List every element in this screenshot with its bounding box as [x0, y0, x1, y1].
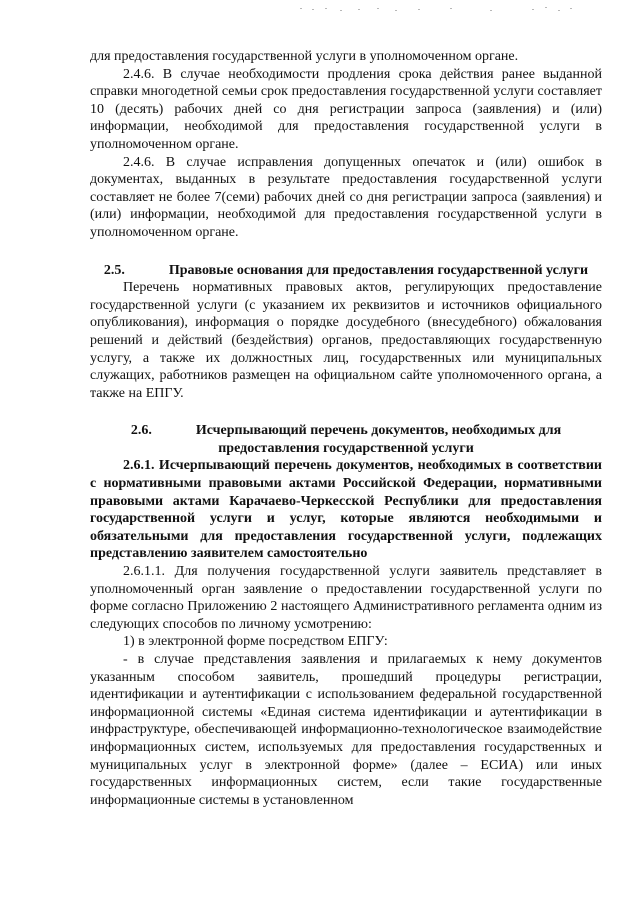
paragraph-2-6-1-1: 2.6.1.1. Для получения государственной услуги заявитель представляет в уполномоченный орган заявление о предоставлении государственной услуги по форме согласно Приложению 2 настоящего Административного регламента одним из следующих способов по личному усмотрению:	[90, 564, 602, 632]
paragraph-continuation: для предоставления государственной услуги в уполномоченном органе.	[90, 49, 519, 64]
scan-noise	[300, 6, 600, 16]
document-body	[90, 48, 602, 809]
section-2-5-body: Перечень нормативных правовых актов, регулирующих предоставление государственной услуги (с указанием их реквизитов и источников официального опубликования), информация о порядке досудебного (внесудебного) обжалования решений и действий (бездействия) органов, предоставляющих государственную услугу, а также их должностных лиц, государственных или муниципальных служащих, работников размещен на официальном сайте уполномоченного органа, а также на ЕПГУ.	[90, 280, 602, 401]
bullet-item: - в случае представления заявления и прилагаемых к нему документов указанным способом заявитель, прошедший процедуры регистрации, идентификации и аутентификации с использованием федеральной государственной информационной системы «Единая система идентификации и аутентификации в инфраструктуре, обеспечивающей информационно-технологическое взаимодействие информационных систем, используемых для предоставления государственных и муниципальных услуг в электронной форме» (далее – ЕСИА) или иных государственных информационных систем, если такие государственные информационные системы в установленном	[90, 652, 602, 808]
section-2-6-title: Исчерпывающий перечень документов, необходимых для предоставления государственной услуги	[195, 423, 562, 456]
section-2-6-number: 2.6.	[130, 423, 152, 439]
section-2-5-number: 2.5.	[103, 262, 125, 278]
paragraph-2-4-6-extension: 2.4.6. В случае необходимости продления срока действия ранее выданной справки многодетной семьи срок предоставления государственной услуги составляет 10 (десять) рабочих дней со дня регистрации запроса (заявления) и (или) информации, необходимой для предоставления государственной услуги в уполномоченном органе.	[90, 66, 602, 152]
section-2-5-heading	[90, 262, 602, 280]
section-2-6-heading	[90, 422, 602, 457]
subsection-2-6-1: 2.6.1. Исчерпывающий перечень документов, необходимых в соответствии с нормативными правовыми актами Российской Федерации, нормативными правовыми актами Карачаево-Черкесской Республики для предоставления государственной услуги и услуг, которые являются необходимыми и обязательными для предоставления государственной услуги, подлежащих представлению заявителем самостоятельно	[90, 458, 602, 562]
paragraph-2-4-6-corrections: 2.4.6. В случае исправления допущенных опечаток и (или) ошибок в документах, выданных в результате предоставления государственной услуги составляет не более 7(семи) рабочих дней со дня регистрации запроса (заявления) и (или) информации, необходимой для предоставления государственной услуги в уполномоченном органе.	[90, 154, 602, 240]
list-item-1: 1) в электронной форме посредством ЕПГУ:	[123, 634, 388, 650]
section-2-5-title: Правовые основания для предоставления государственной услуги	[168, 262, 589, 278]
